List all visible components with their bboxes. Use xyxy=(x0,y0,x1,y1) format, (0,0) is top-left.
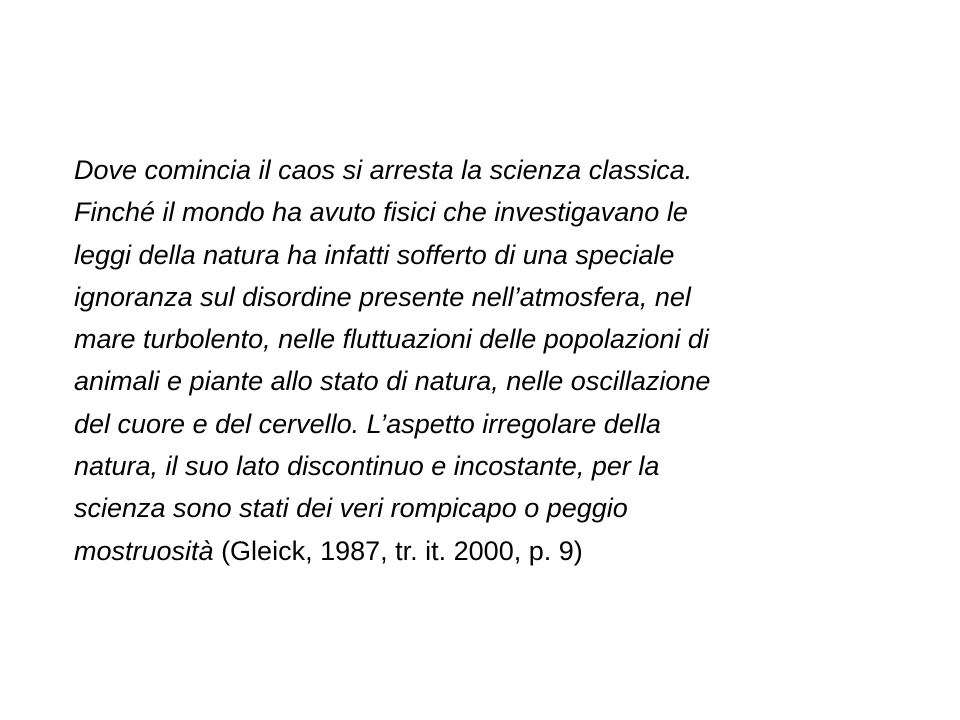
quote-last-line xyxy=(74,530,914,572)
quote-line: natura, il suo lato discontinuo e incostante, per la xyxy=(74,451,660,482)
quote-line: del cuore e del cervello. L’aspetto irregolare della xyxy=(74,408,661,439)
quote-line: animali e piante allo stato di natura, nelle oscillazione xyxy=(74,366,711,397)
quote-line: Finché il mondo ha avuto fisici che investigavano le xyxy=(74,197,688,228)
quote-line: scienza sono stati dei veri rompicapo o peggio xyxy=(74,493,628,524)
quote-line: leggi della natura ha infatti sofferto di una speciale xyxy=(74,239,675,270)
quote-last-word: mostruosità xyxy=(74,535,214,566)
quote-line: Dove comincia il caos si arresta la scienza classica. xyxy=(74,155,693,185)
quote-line: ignoranza sul disordine presente nell’atmosfera, nel xyxy=(74,281,691,312)
quote-line: mare turbolento, nelle fluttuazioni delle popolazioni di xyxy=(74,324,709,355)
citation: (Gleick, 1987, tr. it. 2000, p. 9) xyxy=(213,535,583,566)
quote-text xyxy=(74,149,914,572)
